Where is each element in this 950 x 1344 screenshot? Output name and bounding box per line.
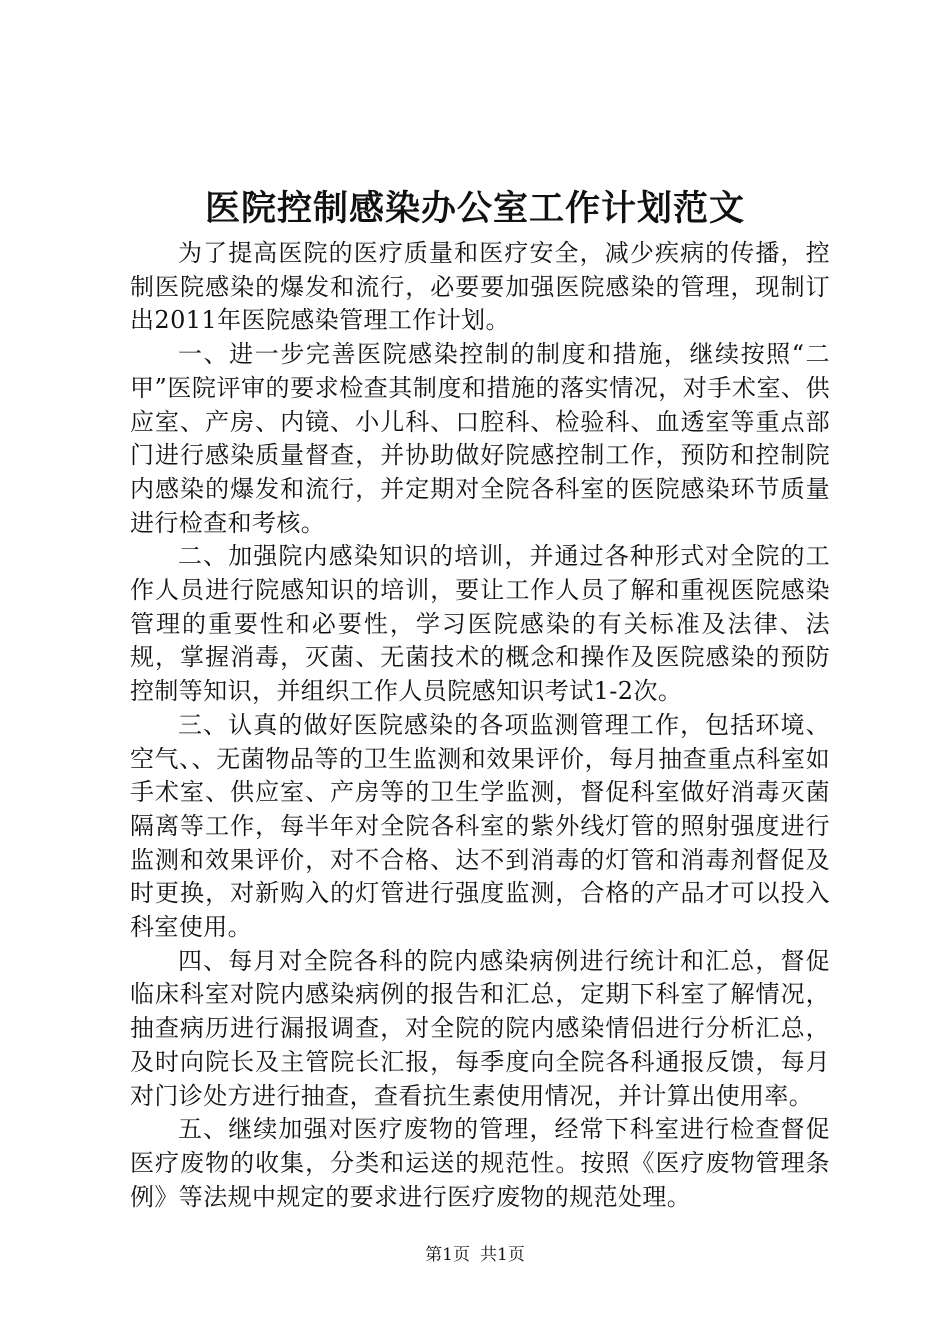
section-4-paragraph: 四、每月对全院各科的院内感染病例进行统计和汇总，督促临床科室对院内感染病例的报告和汇总，定期下科室了解情况，抽查病历进行漏报调查，对全院的院内感染情侣进行分析汇总，及时向院长及主管院长汇报，每季度向全院各科通报反馈，每月对门诊处方进行抽查，查看抗生素使用情况，并计算出使用率。 bbox=[130, 946, 830, 1110]
section-3-paragraph: 三、认真的做好医院感染的各项监测管理工作，包括环境、空气、、无菌物品等的卫生监测和效果评价，每月抽查重点科室如手术室、供应室、产房等的卫生学监测，督促科室做好消毒灭菌隔离等工作，每半年对全院各科室的紫外线灯管的照射强度进行监测和效果评价，对不合格、达不到消毒的灯管和消毒剂督促及时更换，对新购入的灯管进行强度监测，合格的产品才可以投入科室使用。 bbox=[130, 710, 830, 942]
page-total: 共1页 bbox=[480, 1245, 525, 1265]
section-5-paragraph: 五、继续加强对医疗废物的管理，经常下科室进行检查督促医疗废物的收集，分类和运送的规范性。按照《医疗废物管理条例》等法规中规定的要求进行医疗废物的规范处理。 bbox=[130, 1115, 830, 1211]
page-footer bbox=[0, 1243, 950, 1267]
section-2-paragraph: 二、加强院内感染知识的培训，并通过各种形式对全院的工作人员进行院感知识的培训，要让工作人员了解和重视医院感染管理的重要性和必要性，学习医院感染的有关标准及法律、法规，掌握消毒，灭菌、无菌技术的概念和操作及医院感染的预防控制等知识，并组织工作人员院感知识考试1-2次。 bbox=[130, 542, 830, 706]
section-1-paragraph: 一、进一步完善医院感染控制的制度和措施，继续按照“二甲”医院评审的要求检查其制度和措施的落实情况，对手术室、供应室、产房、内镜、小儿科、口腔科、检验科、血透室等重点部门进行感染质量督查，并协助做好院感控制工作，预防和控制院内感染的爆发和流行，并定期对全院各科室的医院感染环节质量进行检查和考核。 bbox=[130, 340, 830, 537]
intro-paragraph: 为了提高医院的医疗质量和医疗安全，减少疾病的传播，控制医院感染的爆发和流行，必要要加强医院感染的管理，现制订出2011年医院感染管理工作计划。 bbox=[130, 239, 830, 335]
document-title: 医院控制感染办公室工作计划范文 bbox=[204, 189, 745, 229]
document-body bbox=[130, 237, 830, 1214]
page-number: 第1页 bbox=[425, 1245, 470, 1265]
